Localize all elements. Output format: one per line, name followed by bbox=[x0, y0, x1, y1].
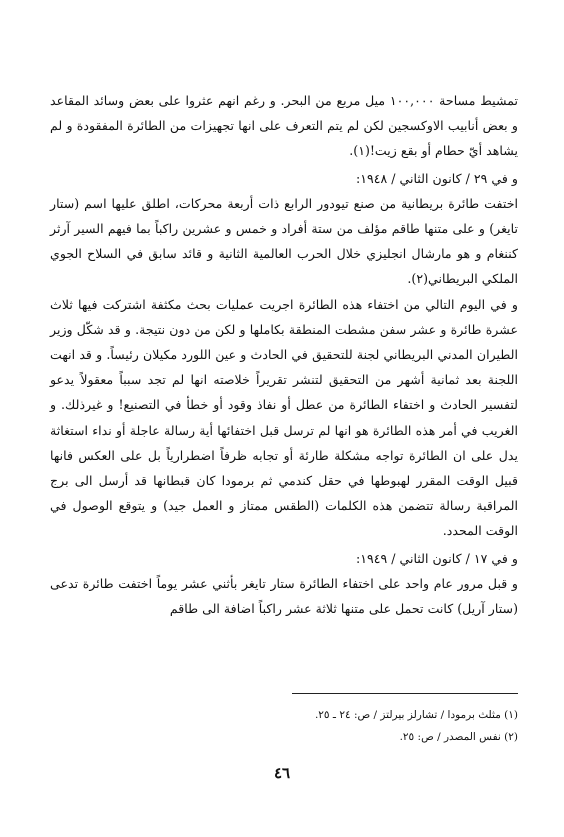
paragraph-search-result: تمشيط مساحة ١٠٠,٠٠٠ ميل مربع من البحر. و رغم انهم عثروا على بعض وسائد المقاعد و بعض أنابيب الاوكسجين لكن لم يتم التعرف على انها تجهيزات من الطائرة المفقودة و لم يشاهد أيّ حطام أو بقع زيت!(١). bbox=[50, 93, 519, 159]
footnote-1: (١) مثلث برمودا / تشارلز بيرلتز / ص: ٢٤ ـ ٢٥. bbox=[314, 709, 518, 721]
page-number: ٤٦ bbox=[273, 764, 291, 782]
paragraph-star-tiger: اختفت طائرة بريطانية من صنع تيودور الرابع ذات أربعة محركات، اطلق عليها اسم (ستار تايغر) و على متنها طاقم مؤلف من ستة أفراد و خمس و عشرين راكباً بما فيهم السير آرثر كننغام و هو مارشال انجليزي خلال الحرب العالمية الثانية و قائد سابق في السلاح الجوي الملكي البريطاني(٢). bbox=[50, 195, 518, 287]
paragraph-investigation: و في اليوم التالي من اختفاء هذه الطائرة اجريت عمليات بحث مكثفة اشتركت فيها ثلاث عشرة طائرة و عشر سفن مشطت المنطقة بكاملها و لكن من دون نتيجة. و قد شكّل وزير الطيران المدني البريطاني لجنة للتحقيق في الحادث و عين اللورد مكيلان رئيساً. و قد انهت اللجنة بعد ثمانية أشهر من التحقيق لتنشر تقريراً خلاصته انها لم تجد سبباً معقولاً يدعو لتفسير الحادث و اختفاء الطائرة من عطل أو نفاذ وقود أو خطأ في التصنيع! و غيرذلك. و الغريب في أمر هذه الطائرة هو انها لم ترسل قبل اختفائها أية رسالة عاجلة أو نداء استغاثة يدل على ان الطائرة تواجه مشكلة طارئة أو تجابه ظرفاً اضطرارياً بل على العكس فانها قبيل الوقت المقرر لهبوطها في حقل كندمي ثم برمودا كان قبطانها قد أرسل الى برج المراقبة رسالة تتضمن هذه الكلمات (الطقس ممتاز و العمل جيد) و يتوقع الوصول في الوقت المحدد. bbox=[50, 296, 518, 539]
footnotes bbox=[48, 704, 518, 748]
body-text bbox=[50, 88, 518, 621]
paragraph-star-ariel: و قبل مرور عام واحد على اختفاء الطائرة ستار تايغر بأثني عشر يوماً اختفت طائرة تدعى (ستار آريل) كانت تحمل على متنها ثلاثة عشر راكباً اضافة الى طاقم bbox=[50, 575, 518, 617]
section-heading-1949: و في ١٧ / كانون الثاني / ١٩٤٩: bbox=[355, 550, 518, 566]
section-heading-1948: و في ٢٩ / كانون الثاني / ١٩٤٨: bbox=[355, 170, 518, 186]
footnote-2: (٢) نفس المصدر / ص: ٢٥. bbox=[399, 731, 518, 743]
footnote-divider bbox=[292, 693, 518, 694]
